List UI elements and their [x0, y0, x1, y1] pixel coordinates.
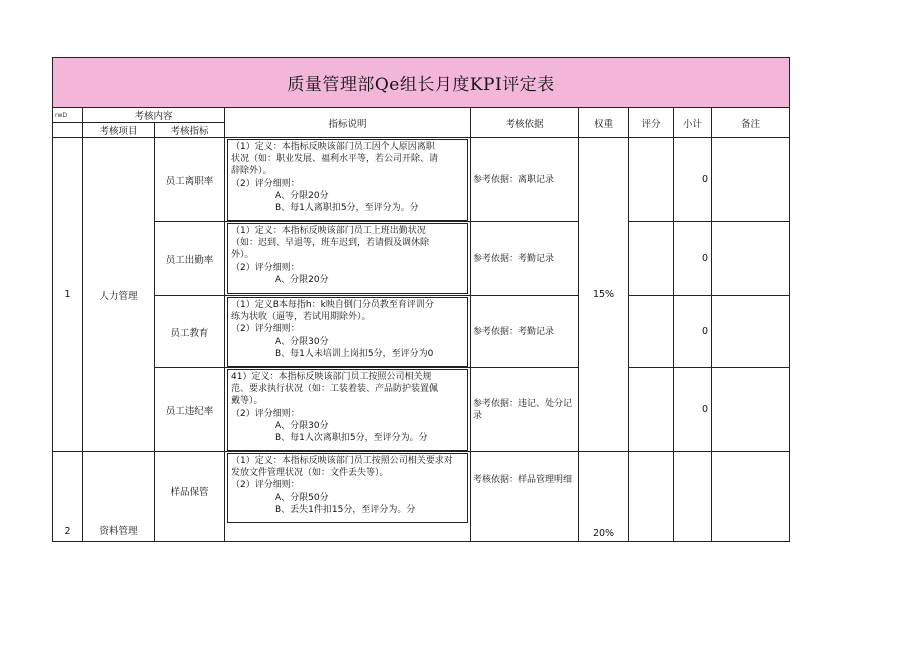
- basis-cell: 参考依据：考勤记录: [471, 222, 579, 296]
- header-remark: 备注: [712, 108, 790, 138]
- description-cell: [225, 222, 471, 296]
- desc-line: B、丢失1件扣15分，至评分为。分: [275, 504, 416, 515]
- desc-line: （2）评分细则：: [231, 178, 300, 189]
- indicator-cell: 员工离职率: [155, 138, 225, 222]
- desc-line: （2）评分细则：: [231, 324, 300, 335]
- remark-cell[interactable]: [712, 452, 790, 542]
- score-cell[interactable]: [629, 368, 674, 452]
- remark-cell[interactable]: [712, 138, 790, 222]
- description-cell: [225, 138, 471, 222]
- weight-cell: 15%: [579, 138, 629, 452]
- header-score: 评分: [629, 108, 674, 138]
- header-indicator: 考核指标: [155, 123, 225, 138]
- description-box: [227, 369, 468, 451]
- desc-line: 辞除外）。: [231, 166, 272, 177]
- desc-line: B、每1人离职扣5分，至评分为。分: [275, 203, 419, 214]
- subtotal-cell: 0: [674, 222, 712, 296]
- score-cell[interactable]: [629, 138, 674, 222]
- score-cell[interactable]: [629, 452, 674, 542]
- header-no: rwD: [53, 108, 83, 123]
- header-description: 指标说明: [225, 108, 471, 138]
- desc-line: （1）定义：本指标反映该部门员工上班出勤状况: [231, 226, 426, 236]
- weight-cell: 20%: [579, 452, 629, 542]
- group-item: 人力管理: [83, 138, 155, 452]
- kpi-sheet: [52, 57, 789, 539]
- indicator-cell: 样品保管: [155, 452, 225, 542]
- kpi-table: [52, 57, 790, 542]
- score-cell[interactable]: [629, 296, 674, 368]
- basis-cell: 参考依据：离职记录: [471, 138, 579, 222]
- header-weight: 权重: [579, 108, 629, 138]
- basis-cell: 参考依据：考勤记录: [471, 296, 579, 368]
- desc-line: 外）。: [231, 250, 254, 261]
- header-subtotal: 小计: [674, 108, 712, 138]
- description-box: [227, 453, 468, 523]
- desc-line: 41）定义：本指标反映该部门员工按照公司相关规: [231, 372, 432, 382]
- subtotal-cell: 0: [674, 296, 712, 368]
- basis-cell: 参考依据：违记、处分记录: [471, 368, 579, 452]
- header-content-group: 考核内容: [83, 108, 225, 123]
- subtotal-cell: [674, 452, 712, 542]
- desc-line: A、分限50分: [275, 492, 329, 503]
- description-cell: [225, 296, 471, 368]
- desc-line: （2）评分细则：: [231, 480, 300, 491]
- subtotal-cell: 0: [674, 138, 712, 222]
- desc-line: A、分限30分: [275, 336, 329, 347]
- desc-line: （2）评分细则：: [231, 408, 300, 419]
- description-box: [227, 223, 468, 294]
- table-title: 质量管理部Qe组长月度KPI评定表: [53, 58, 790, 108]
- indicator-cell: 员工出勤率: [155, 222, 225, 296]
- desc-line: 范、要求执行状况（如：工装着装、产品防护装置佩: [231, 384, 439, 395]
- group-item: 资料管理: [83, 452, 155, 542]
- remark-cell[interactable]: [712, 296, 790, 368]
- description-cell: [225, 452, 471, 542]
- header-no-blank: [53, 123, 83, 138]
- description-box: [227, 297, 468, 367]
- description-box: [227, 139, 468, 221]
- subtotal-cell: 0: [674, 368, 712, 452]
- desc-line: （如：迟到、早退等，班车迟到，若请假及调休除: [231, 238, 430, 249]
- desc-line: 状况（如：职业发展、福利水平等，若公司开除、请: [231, 154, 439, 165]
- desc-line: A、分限20分: [275, 274, 329, 285]
- remark-cell[interactable]: [712, 222, 790, 296]
- desc-line: （1）定义：本指标反映该部门员工按照公司相关要求对: [231, 456, 453, 466]
- desc-line: 戴等）。: [231, 396, 263, 407]
- desc-line: （2）评分细则：: [231, 262, 300, 273]
- group-no: 1: [53, 138, 83, 452]
- remark-cell[interactable]: [712, 368, 790, 452]
- desc-line: A、分限20分: [275, 190, 329, 201]
- header-basis: 考核依据: [471, 108, 579, 138]
- desc-line: （1）定义：本指标反映该部门员工因个人原因离职: [231, 142, 435, 152]
- desc-line: B、每1人次离职扣5分，至评分为。分: [275, 433, 428, 444]
- group-no: 2: [53, 452, 83, 542]
- desc-line: 发放文件管理状况（如：文件丢失等）。: [231, 468, 389, 479]
- indicator-cell: 员工违纪率: [155, 368, 225, 452]
- score-cell[interactable]: [629, 222, 674, 296]
- basis-cell: 考核依据：样品管理明细: [471, 452, 579, 542]
- header-item: 考核项目: [83, 123, 155, 138]
- desc-line: （1）定义B本每指h：k映自倒门分员教至育评训分: [231, 300, 434, 310]
- desc-line: B、每1人未培训上岗扣5分，至评分为0: [275, 348, 434, 359]
- indicator-cell: 员工教育: [155, 296, 225, 368]
- desc-line: 练为状收（逼等，若试用期除外）。: [231, 312, 371, 323]
- description-cell: [225, 368, 471, 452]
- desc-line: A、分限30分: [275, 420, 329, 431]
